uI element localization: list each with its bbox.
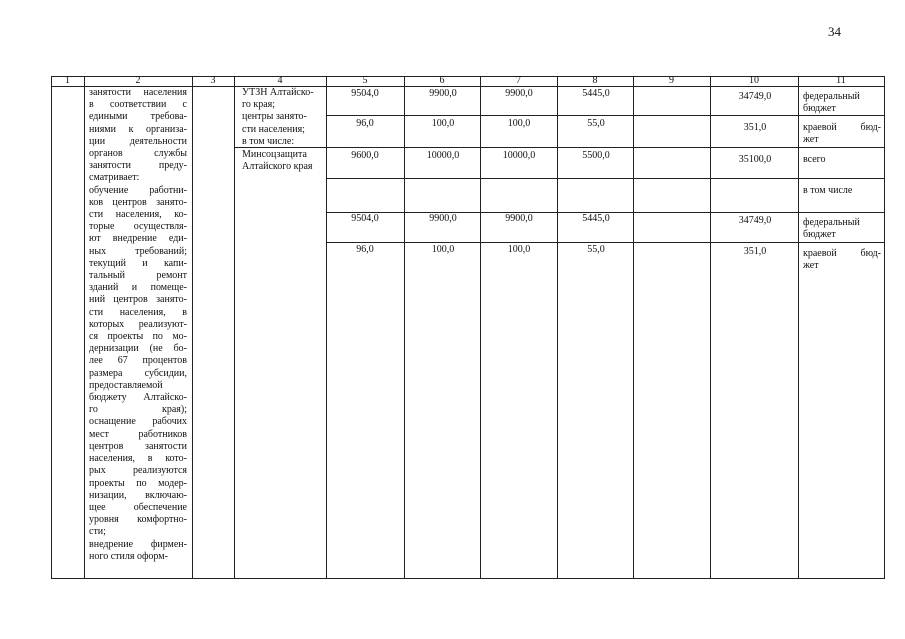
cell-r3-c5: 9600,0: [351, 150, 379, 161]
cell-r6-c11: краевой бюд- жет: [803, 248, 881, 272]
measure-description-line: едиными требова-: [89, 111, 187, 123]
cell-r1-c11: федеральный бюджет: [803, 91, 860, 115]
measure-description-line: предоставляемой: [89, 379, 163, 391]
col-header-5: 5: [362, 75, 368, 86]
col-header-9: 9: [669, 75, 674, 86]
cell-r3-c7: 10000,0: [502, 150, 536, 161]
measure-description-line: дернизации (не бо-: [89, 343, 187, 355]
cell-r3-c11: всего: [803, 154, 826, 165]
measure-description-line: в соответствии с: [89, 99, 187, 111]
measure-description-line: ний центров занято-: [89, 294, 187, 306]
col-header-8: 8: [592, 75, 598, 86]
responsible-executors: [242, 87, 322, 148]
cell-r3-c6: 10000,0: [426, 150, 460, 161]
col-header-1: 1: [65, 75, 70, 86]
cell-r1-c10: 34749,0: [738, 91, 772, 102]
responsible-executors-line: в том числе:: [242, 135, 295, 147]
measure-description-line: лее 67 процентов: [89, 355, 187, 367]
cell-r5-c7: 9900,0: [505, 213, 533, 224]
cell-r5-c11: федеральный бюджет: [803, 217, 860, 241]
col-header-7: 7: [516, 75, 521, 86]
measure-description-line: сти;: [89, 526, 106, 538]
coexecutor-ministry-line: Алтайского края: [242, 161, 313, 173]
measure-description-line: щее обеспечение: [89, 501, 187, 513]
cell-r1-c8: 5445,0: [582, 88, 610, 99]
measure-description-line: мест работников: [89, 428, 187, 440]
measure-description-line: сти населения, ко-: [89, 209, 187, 221]
measure-description-line: размера субсидии,: [89, 367, 187, 379]
responsible-executors-line: го края;: [242, 99, 276, 111]
cell-r6-c8: 55,0: [587, 244, 605, 255]
cell-r5-c8: 5445,0: [582, 213, 610, 224]
measure-description-line: зданий и помеще-: [89, 282, 187, 294]
cell-r3-c10: 35100,0: [738, 154, 772, 165]
coexecutor-ministry: [242, 149, 322, 173]
measure-description-line: сматривает:: [89, 172, 140, 184]
col-header-4: 4: [277, 75, 283, 86]
cell-r1-c6: 9900,0: [429, 88, 457, 99]
col-header-3: 3: [210, 75, 216, 86]
cell-r1-c7: 9900,0: [505, 88, 533, 99]
measure-description-line: ниями к организа-: [89, 123, 187, 135]
measure-description-line: оснащение рабочих: [89, 416, 187, 428]
cell-r2-c11: краевой бюд- жет: [803, 122, 881, 146]
measure-description-line: ют внедрение еди-: [89, 233, 187, 245]
cell-r1-c5: 9504,0: [351, 88, 379, 99]
cell-r2-c5: 96,0: [356, 118, 374, 129]
measure-description-line: ных требований;: [89, 245, 187, 257]
measure-description-line: ся проекты по мо-: [89, 331, 187, 343]
measure-description-line: уровня комфортно-: [89, 514, 187, 526]
col-header-11: 11: [836, 75, 846, 86]
cell-r2-c7: 100,0: [507, 118, 531, 129]
measure-description-line: органов службы: [89, 148, 187, 160]
responsible-executors-line: УТЗН Алтайско-: [242, 87, 314, 98]
measure-description-line: занятости населения: [89, 87, 187, 98]
responsible-executors-line: центры занято-: [242, 111, 307, 123]
measure-description-line: бюджету Алтайско-: [89, 392, 187, 404]
cell-r5-c10: 34749,0: [738, 215, 772, 226]
cell-r6-c6: 100,0: [431, 244, 455, 255]
cell-r5-c6: 9900,0: [429, 213, 457, 224]
cell-r2-c6: 100,0: [431, 118, 455, 129]
measure-description-line: ного стиля оформ-: [89, 550, 168, 562]
measure-description-line: сти населения, в: [89, 306, 187, 318]
coexecutor-ministry-line: Минсоцзащита: [242, 149, 307, 160]
measure-description-line: внедрение фирмен-: [89, 538, 187, 550]
cell-r2-c8: 55,0: [587, 118, 605, 129]
cell-r6-c7: 100,0: [507, 244, 531, 255]
measure-description-line: торые осуществля-: [89, 221, 187, 233]
cell-r4-c11: в том числе: [803, 185, 853, 196]
measure-description-line: го края);: [89, 404, 187, 416]
cell-r2-c10: 351,0: [743, 122, 767, 133]
col-header-2: 2: [135, 75, 141, 86]
measure-description-line: тальный ремонт: [89, 270, 187, 282]
page-number: 34: [828, 24, 841, 39]
measure-description-line: текущий и капи-: [89, 257, 187, 269]
cell-r6-c10: 351,0: [743, 246, 767, 257]
col-header-10: 10: [749, 75, 759, 86]
measure-description-line: населения, в кото-: [89, 453, 187, 465]
cell-r5-c5: 9504,0: [351, 213, 379, 224]
measure-description-line: ции деятельности: [89, 135, 187, 147]
measure-description-line: обучение работни-: [89, 184, 187, 196]
measure-description-line: занятости преду-: [89, 160, 187, 172]
cell-r6-c5: 96,0: [356, 244, 374, 255]
measure-description-line: ков центров занято-: [89, 196, 187, 208]
measure-description-line: центров занятости: [89, 440, 187, 452]
col-header-6: 6: [439, 75, 445, 86]
measure-description-line: которых реализуют-: [89, 318, 187, 330]
responsible-executors-line: сти населения;: [242, 123, 305, 135]
cell-r3-c8: 5500,0: [582, 150, 610, 161]
measure-description-line: низации, включаю-: [89, 489, 187, 501]
measure-description-line: проекты по модер-: [89, 477, 187, 489]
measure-description: [89, 87, 187, 563]
measure-description-line: рых реализуются: [89, 465, 187, 477]
